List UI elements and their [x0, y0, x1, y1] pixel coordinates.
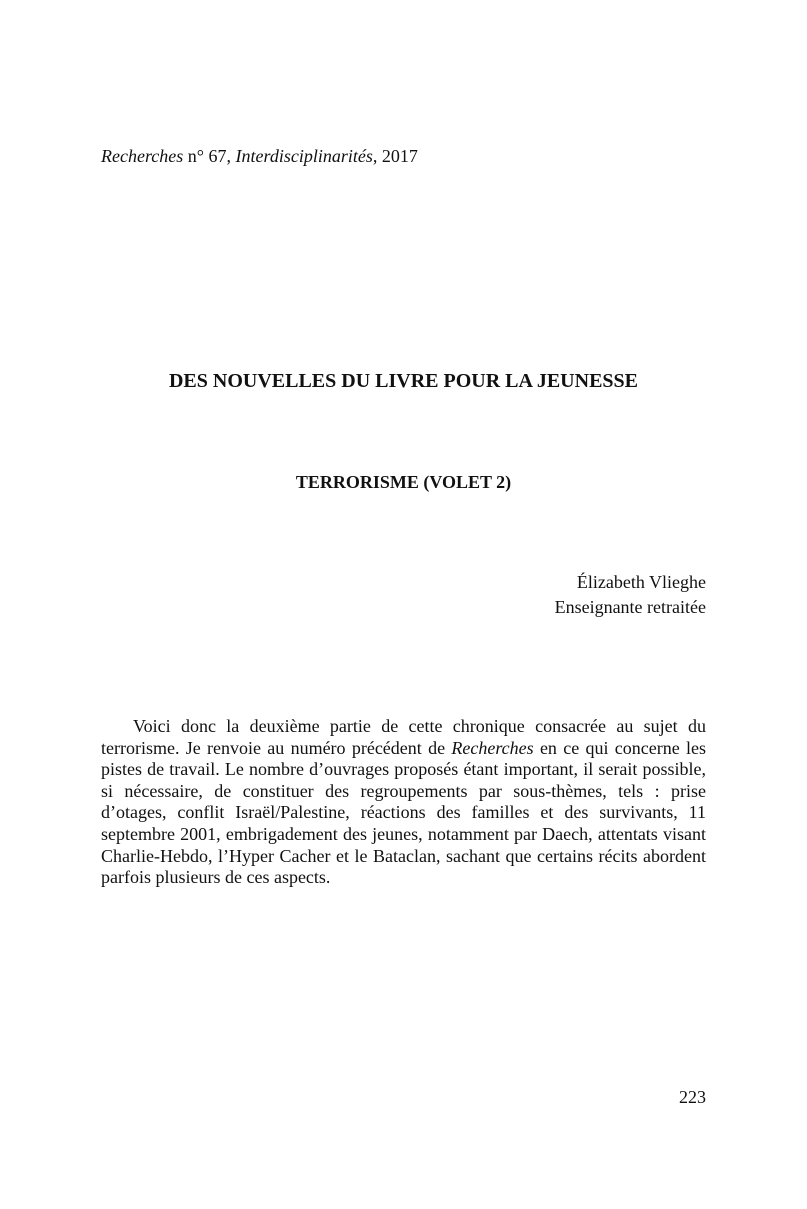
issue-year: , 2017	[372, 146, 418, 166]
article-title-text: DES NOUVELLES DU LIVRE POUR LA JEUNESSE	[168, 370, 638, 392]
body-text	[101, 716, 706, 889]
author-block	[555, 570, 706, 620]
article-subtitle: TERRORISME (VOLET 2)	[295, 472, 512, 492]
author-name: Élizabeth Vlieghe	[576, 572, 706, 592]
issue-number: n° 67,	[183, 146, 236, 166]
page-number: 223	[679, 1087, 706, 1107]
article-title	[0, 368, 807, 394]
issue-theme: Interdisciplinarités	[235, 146, 373, 166]
paragraph-part-1: Voici donc la deuxième partie de cette chronique consacrée au sujet du terrorisme. Je renvoie au numéro précédent de	[101, 716, 706, 758]
journal-name: Recherches	[101, 146, 184, 166]
author-role: Enseignante retraitée	[554, 597, 706, 617]
intro-paragraph	[101, 716, 706, 889]
journal-reference: Recherches	[451, 737, 534, 758]
running-head	[101, 144, 418, 168]
paragraph-part-2: en ce qui concerne les pistes de travail. Le nombre d’ouvrages proposés étant important, il serait possible, si nécessaire, de constituer des regroupements par sous-thèmes, tels : prise d’otages, conflit Israël/Palestine, réactions des familles et des survivants, 11 septembre 2001, embrigadement des jeunes, notamment par Daech, attentats visant Charlie-Hebdo, l’Hyper Cacher et le Bataclan, sachant que certains récits abordent parfois plusieurs de ces aspects.	[101, 737, 706, 888]
